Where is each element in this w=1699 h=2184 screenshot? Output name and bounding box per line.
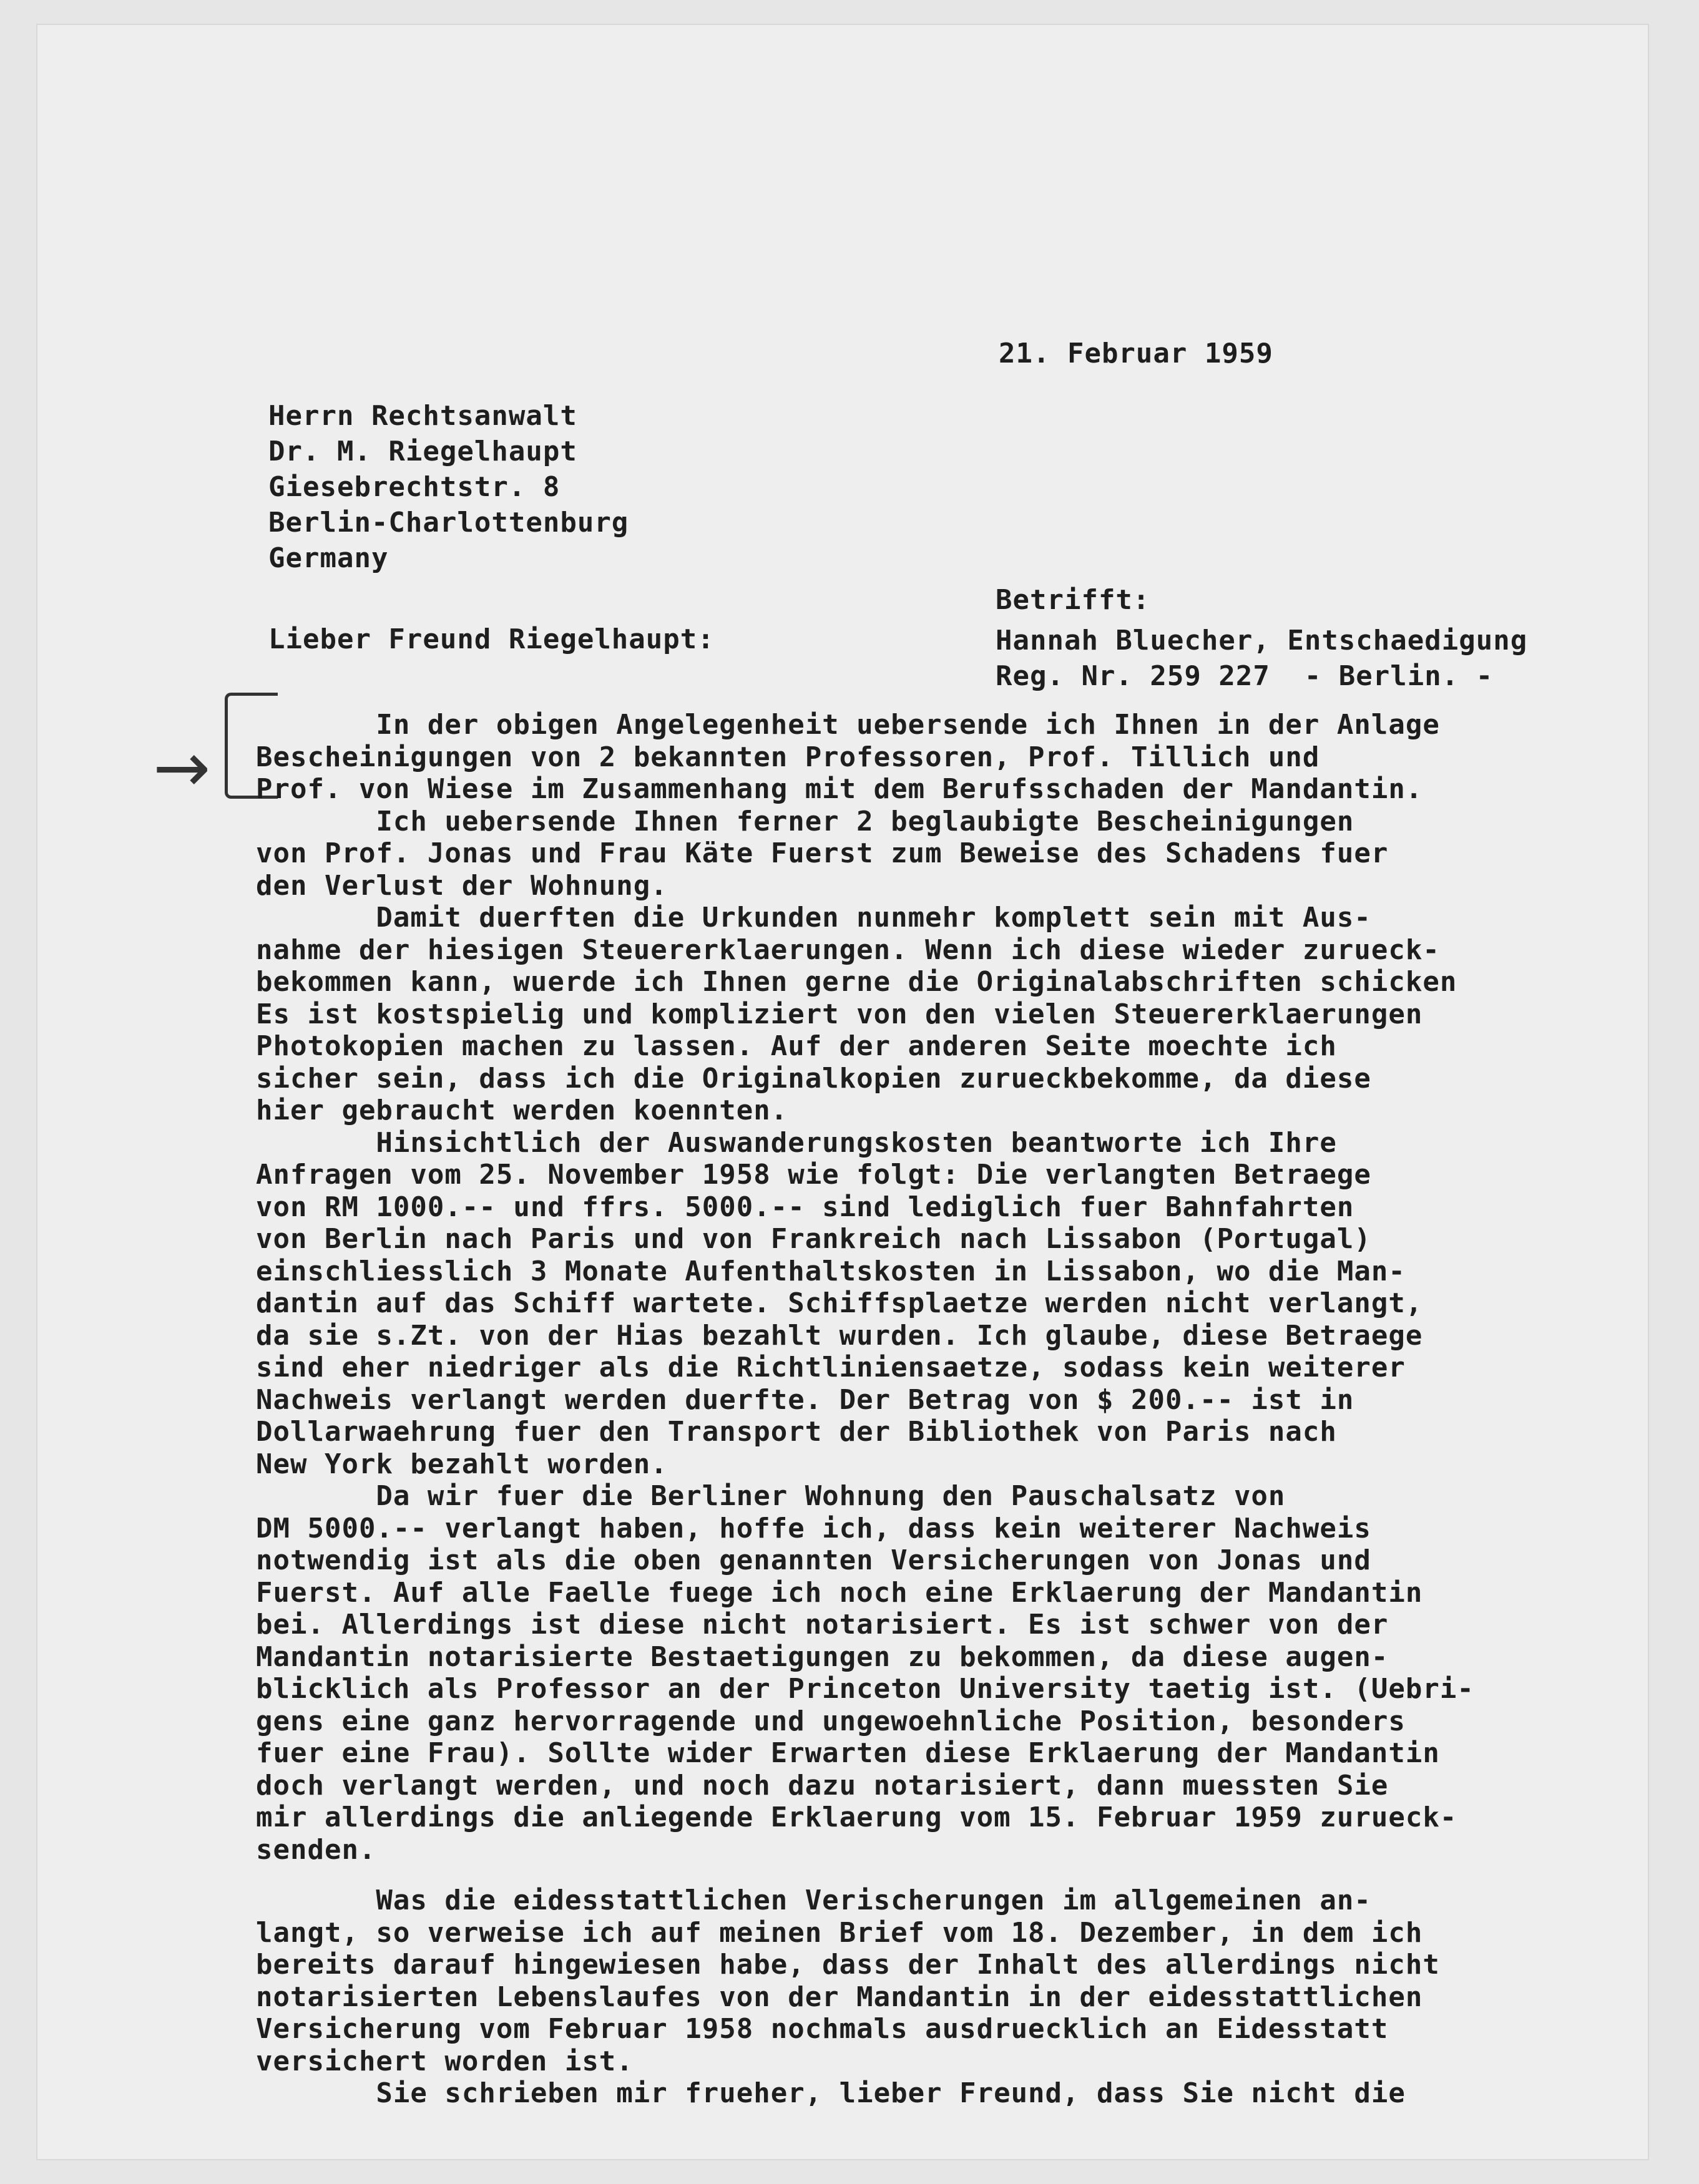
body-line: von Berlin nach Paris und von Frankreich nach Lissabon (Portugal) <box>256 1223 1371 1255</box>
body-line: bei. Allerdings ist diese nicht notarisiert. Es ist schwer von der <box>256 1609 1389 1640</box>
recipient-line-1: Herrn Rechtsanwalt <box>268 400 577 432</box>
body-line: Was die eidesstattlichen Verischerungen im allgemeinen an- <box>256 1884 1371 1916</box>
margin-arrow-icon: → <box>153 728 211 807</box>
body-line: Dollarwaehrung fuer den Transport der Bibliothek von Paris nach <box>256 1416 1337 1448</box>
body-line: versichert worden ist. <box>256 2045 634 2077</box>
subject-label: Betrifft: <box>996 584 1150 616</box>
body-line: Bescheinigungen von 2 bekannten Professoren, Prof. Tillich und <box>256 741 1320 773</box>
body-line: dantin auf das Schiff wartete. Schiffsplaetze werden nicht verlangt, <box>256 1287 1423 1319</box>
body-line: blicklich als Professor an der Princeton University taetig ist. (Uebri- <box>256 1673 1474 1705</box>
body-line: bekommen kann, wuerde ich Ihnen gerne die Originalabschriften schicken <box>256 966 1457 998</box>
salutation: Lieber Freund Riegelhaupt: <box>268 623 715 655</box>
body-line: fuer eine Frau). Sollte wider Erwarten diese Erklaerung der Mandantin <box>256 1737 1440 1769</box>
body-line: DM 5000.-- verlangt haben, hoffe ich, dass kein weiterer Nachweis <box>256 1513 1371 1544</box>
body-line: einschliesslich 3 Monate Aufenthaltskosten in Lissabon, wo die Man- <box>256 1255 1406 1287</box>
body-line: da sie s.Zt. von der Hias bezahlt wurden. Ich glaube, diese Betraege <box>256 1320 1423 1352</box>
recipient-line-4: Berlin-Charlottenburg <box>268 507 629 539</box>
body-line: notarisierten Lebenslaufes von der Mandantin in der eidesstattlichen <box>256 1981 1423 2013</box>
body-line: New York bezahlt worden. <box>256 1448 668 1480</box>
body-line: gens eine ganz hervorragende und ungewoehnliche Position, besonders <box>256 1705 1406 1737</box>
body-line: Anfragen vom 25. November 1958 wie folgt: Die verlangten Betraege <box>256 1159 1371 1191</box>
body-line: Ich uebersende Ihnen ferner 2 beglaubigte Bescheinigungen <box>256 806 1354 837</box>
recipient-line-3: Giesebrechtstr. 8 <box>268 471 561 503</box>
body-line: von Prof. Jonas und Frau Käte Fuerst zum Beweise des Schadens fuer <box>256 837 1389 869</box>
body-line: den Verlust der Wohnung. <box>256 870 668 902</box>
body-line: mir allerdings die anliegende Erklaerung vom 15. Februar 1959 zurueck- <box>256 1801 1457 1833</box>
recipient-line-2: Dr. M. Riegelhaupt <box>268 436 577 467</box>
body-line: hier gebraucht werden koennten. <box>256 1094 788 1126</box>
body-line: Fuerst. Auf alle Faelle fuege ich noch eine Erklaerung der Mandantin <box>256 1577 1423 1609</box>
body-line: nahme der hiesigen Steuererklaerungen. Wenn ich diese wieder zurueck- <box>256 934 1440 966</box>
body-line: Damit duerften die Urkunden nunmehr komplett sein mit Aus- <box>256 902 1371 934</box>
body-line: doch verlangt werden, und noch dazu notarisiert, dann muessten Sie <box>256 1770 1389 1801</box>
subject-line-1: Hannah Bluecher, Entschaedigung <box>996 625 1528 656</box>
body-line: Es ist kostspielig und kompliziert von den vielen Steuererklaerungen <box>256 998 1423 1030</box>
body-line: notwendig ist als die oben genannten Versicherungen von Jonas und <box>256 1544 1371 1576</box>
body-line: sind eher niedriger als die Richtliniensaetze, sodass kein weiterer <box>256 1352 1406 1383</box>
body-line: von RM 1000.-- und ffrs. 5000.-- sind lediglich fuer Bahnfahrten <box>256 1191 1354 1223</box>
body-line: Versicherung vom Februar 1958 nochmals ausdruecklich an Eidesstatt <box>256 2013 1389 2045</box>
body-line: Mandantin notarisierte Bestaetigungen zu bekommen, da diese augen- <box>256 1641 1389 1673</box>
body-line: bereits darauf hingewiesen habe, dass der Inhalt des allerdings nicht <box>256 1949 1440 1981</box>
body-line: Sie schrieben mir frueher, lieber Freund, dass Sie nicht die <box>256 2077 1406 2109</box>
body-line: Hinsichtlich der Auswanderungskosten beantworte ich Ihre <box>256 1127 1337 1159</box>
body-line: Photokopien machen zu lassen. Auf der anderen Seite moechte ich <box>256 1030 1337 1062</box>
body-line: In der obigen Angelegenheit uebersende ich Ihnen in der Anlage <box>256 709 1440 741</box>
subject-line-2: Reg. Nr. 259 227 - Berlin. - <box>996 660 1494 692</box>
body-line: Nachweis verlangt werden duerfte. Der Betrag von $ 200.-- ist in <box>256 1384 1354 1416</box>
body-line: Da wir fuer die Berliner Wohnung den Pauschalsatz von <box>256 1480 1286 1512</box>
body-line: Prof. von Wiese im Zusammenhang mit dem Berufsschaden der Mandantin. <box>256 773 1423 805</box>
body-line: sicher sein, dass ich die Originalkopien zurueckbekomme, da diese <box>256 1063 1371 1094</box>
letter-date: 21. Februar 1959 <box>999 338 1273 369</box>
body-line: senden. <box>256 1834 376 1866</box>
recipient-line-5: Germany <box>268 542 389 574</box>
body-line: langt, so verweise ich auf meinen Brief vom 18. Dezember, in dem ich <box>256 1917 1423 1949</box>
